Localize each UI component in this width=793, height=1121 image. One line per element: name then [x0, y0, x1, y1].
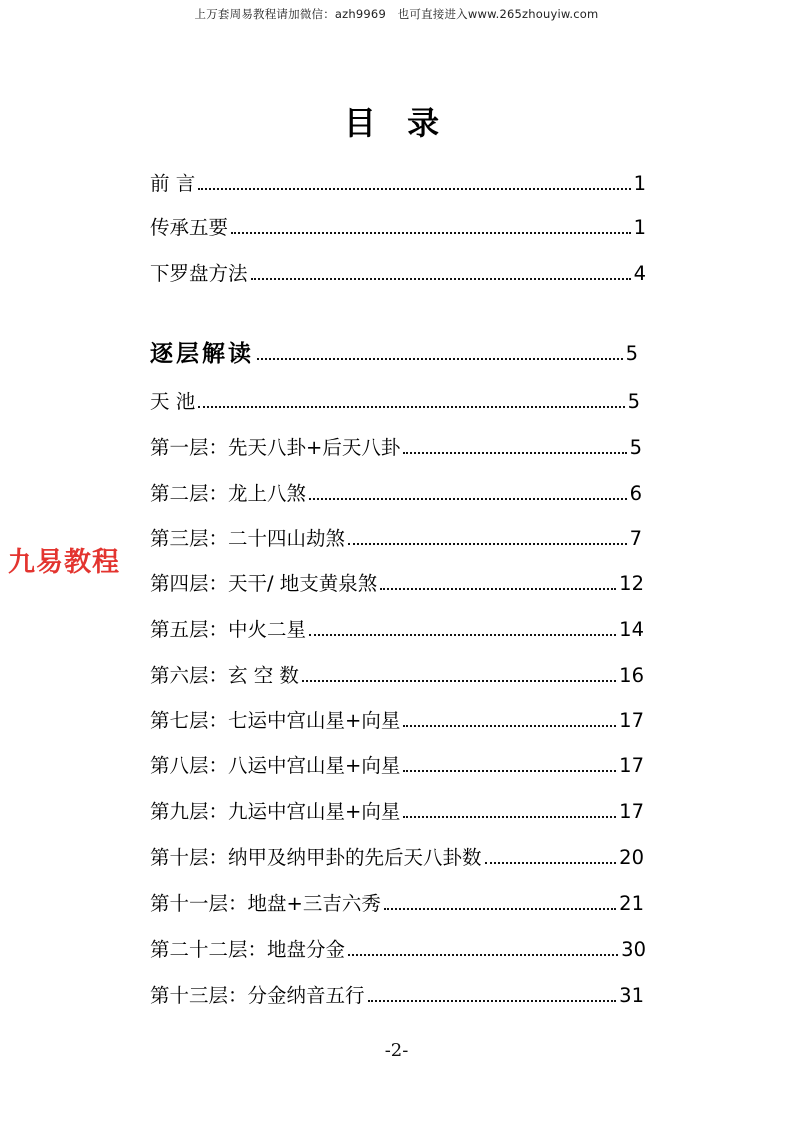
toc-entry-page: 7 — [629, 527, 642, 550]
toc-entry-label: 第十三层：分金纳音五行 — [150, 984, 365, 1007]
toc-entry-page: 5 — [629, 436, 642, 459]
toc-entry-label: 第一层：先天八卦+后天八卦 — [150, 436, 401, 459]
toc-entry-page: 17 — [619, 800, 644, 823]
toc-entry-tianchi[interactable] — [150, 384, 640, 414]
toc-leader-dots — [198, 406, 624, 408]
toc-entry-layer-1[interactable] — [150, 430, 642, 460]
watermark-text: 九易教程 — [8, 547, 120, 578]
toc-leader-dots — [485, 862, 617, 864]
toc-entry-layer-10[interactable] — [150, 840, 644, 870]
toc-entry-page: 5 — [625, 342, 638, 365]
toc-entry-label: 第七层：七运中宫山星+向星 — [150, 709, 401, 732]
toc-entry-preface[interactable] — [150, 166, 646, 196]
toc-entry-layer-13[interactable] — [150, 978, 644, 1008]
toc-leader-dots — [403, 452, 626, 454]
toc-entry-layer-22[interactable] — [150, 932, 646, 962]
page-title: 目 录 — [343, 104, 450, 142]
toc-entry-label: 第十层：纳甲及纳甲卦的先后天八卦数 — [150, 846, 482, 869]
toc-leader-dots — [384, 908, 616, 910]
toc-entry-compass-method[interactable] — [150, 256, 646, 286]
toc-leader-dots — [368, 1000, 617, 1002]
toc-entry-page: 6 — [629, 482, 642, 505]
toc-entry-label: 第二层：龙上八煞 — [150, 482, 307, 505]
page-number: -2- — [384, 1040, 409, 1061]
toc-entry-page: 20 — [619, 846, 644, 869]
toc-entry-page: 30 — [621, 938, 646, 961]
toc-entry-layer-3[interactable] — [150, 521, 642, 551]
toc-entry-page: 21 — [619, 892, 644, 915]
toc-entry-page: 1 — [633, 216, 646, 239]
toc-entry-layer-11[interactable] — [150, 886, 644, 916]
toc-entry-layer-5[interactable] — [150, 612, 644, 642]
toc-leader-dots — [403, 770, 616, 772]
toc-leader-dots — [257, 358, 623, 360]
toc-leader-dots — [302, 680, 616, 682]
toc-entry-layer-6[interactable] — [150, 658, 644, 688]
toc-entry-label: 第九层：九运中宫山星+向星 — [150, 800, 401, 823]
toc-entry-layer-2[interactable] — [150, 476, 642, 506]
toc-entry-page: 31 — [619, 984, 644, 1007]
toc-leader-dots — [251, 278, 631, 280]
toc-entry-page: 16 — [619, 664, 644, 687]
toc-entry-label: 前 言 — [150, 172, 196, 195]
toc-entry-label: 下罗盘方法 — [150, 262, 248, 285]
toc-entry-page: 1 — [633, 172, 646, 195]
toc-entry-layer-9[interactable] — [150, 794, 644, 824]
toc-leader-dots — [309, 634, 616, 636]
toc-entry-label: 第八层：八运中宫山星+向星 — [150, 754, 401, 777]
toc-entry-label: 第四层：天干/ 地支黄泉煞 — [150, 572, 378, 595]
toc-entry-label: 第三层：二十四山劫煞 — [150, 527, 346, 550]
toc-entry-page: 17 — [619, 754, 644, 777]
toc-leader-dots — [380, 588, 616, 590]
toc-leader-dots — [309, 498, 627, 500]
header-note: 上万套周易教程请加微信：azh9969 也可直接进入www.265zhouyiw.com — [194, 7, 599, 21]
toc-entry-label: 逐层解读 — [150, 341, 254, 367]
toc-entry-page: 14 — [619, 618, 644, 641]
toc-entry-page: 5 — [627, 390, 640, 413]
toc-entry-layer-4[interactable] — [150, 566, 644, 596]
toc-entry-label: 天 池 — [150, 390, 196, 413]
toc-entry-five-essentials[interactable] — [150, 210, 646, 240]
toc-leader-dots — [403, 816, 616, 818]
toc-leader-dots — [198, 188, 630, 190]
toc-entry-label: 第二十二层：地盘分金 — [150, 938, 346, 961]
toc-leader-dots — [348, 543, 627, 545]
toc-entry-label: 传承五要 — [150, 216, 229, 239]
toc-entry-layer-reading[interactable] — [150, 336, 638, 366]
toc-leader-dots — [403, 725, 616, 727]
toc-entry-page: 12 — [619, 572, 644, 595]
toc-entry-page: 17 — [619, 709, 644, 732]
toc-entry-layer-7[interactable] — [150, 703, 644, 733]
toc-entry-label: 第五层：中火二星 — [150, 618, 307, 641]
toc-entry-layer-8[interactable] — [150, 748, 644, 778]
toc-leader-dots — [348, 954, 618, 956]
toc-leader-dots — [231, 232, 631, 234]
toc-entry-label: 第十一层：地盘+三吉六秀 — [150, 892, 381, 915]
toc-entry-label: 第六层：玄 空 数 — [150, 664, 299, 687]
toc-entry-page: 4 — [633, 262, 646, 285]
